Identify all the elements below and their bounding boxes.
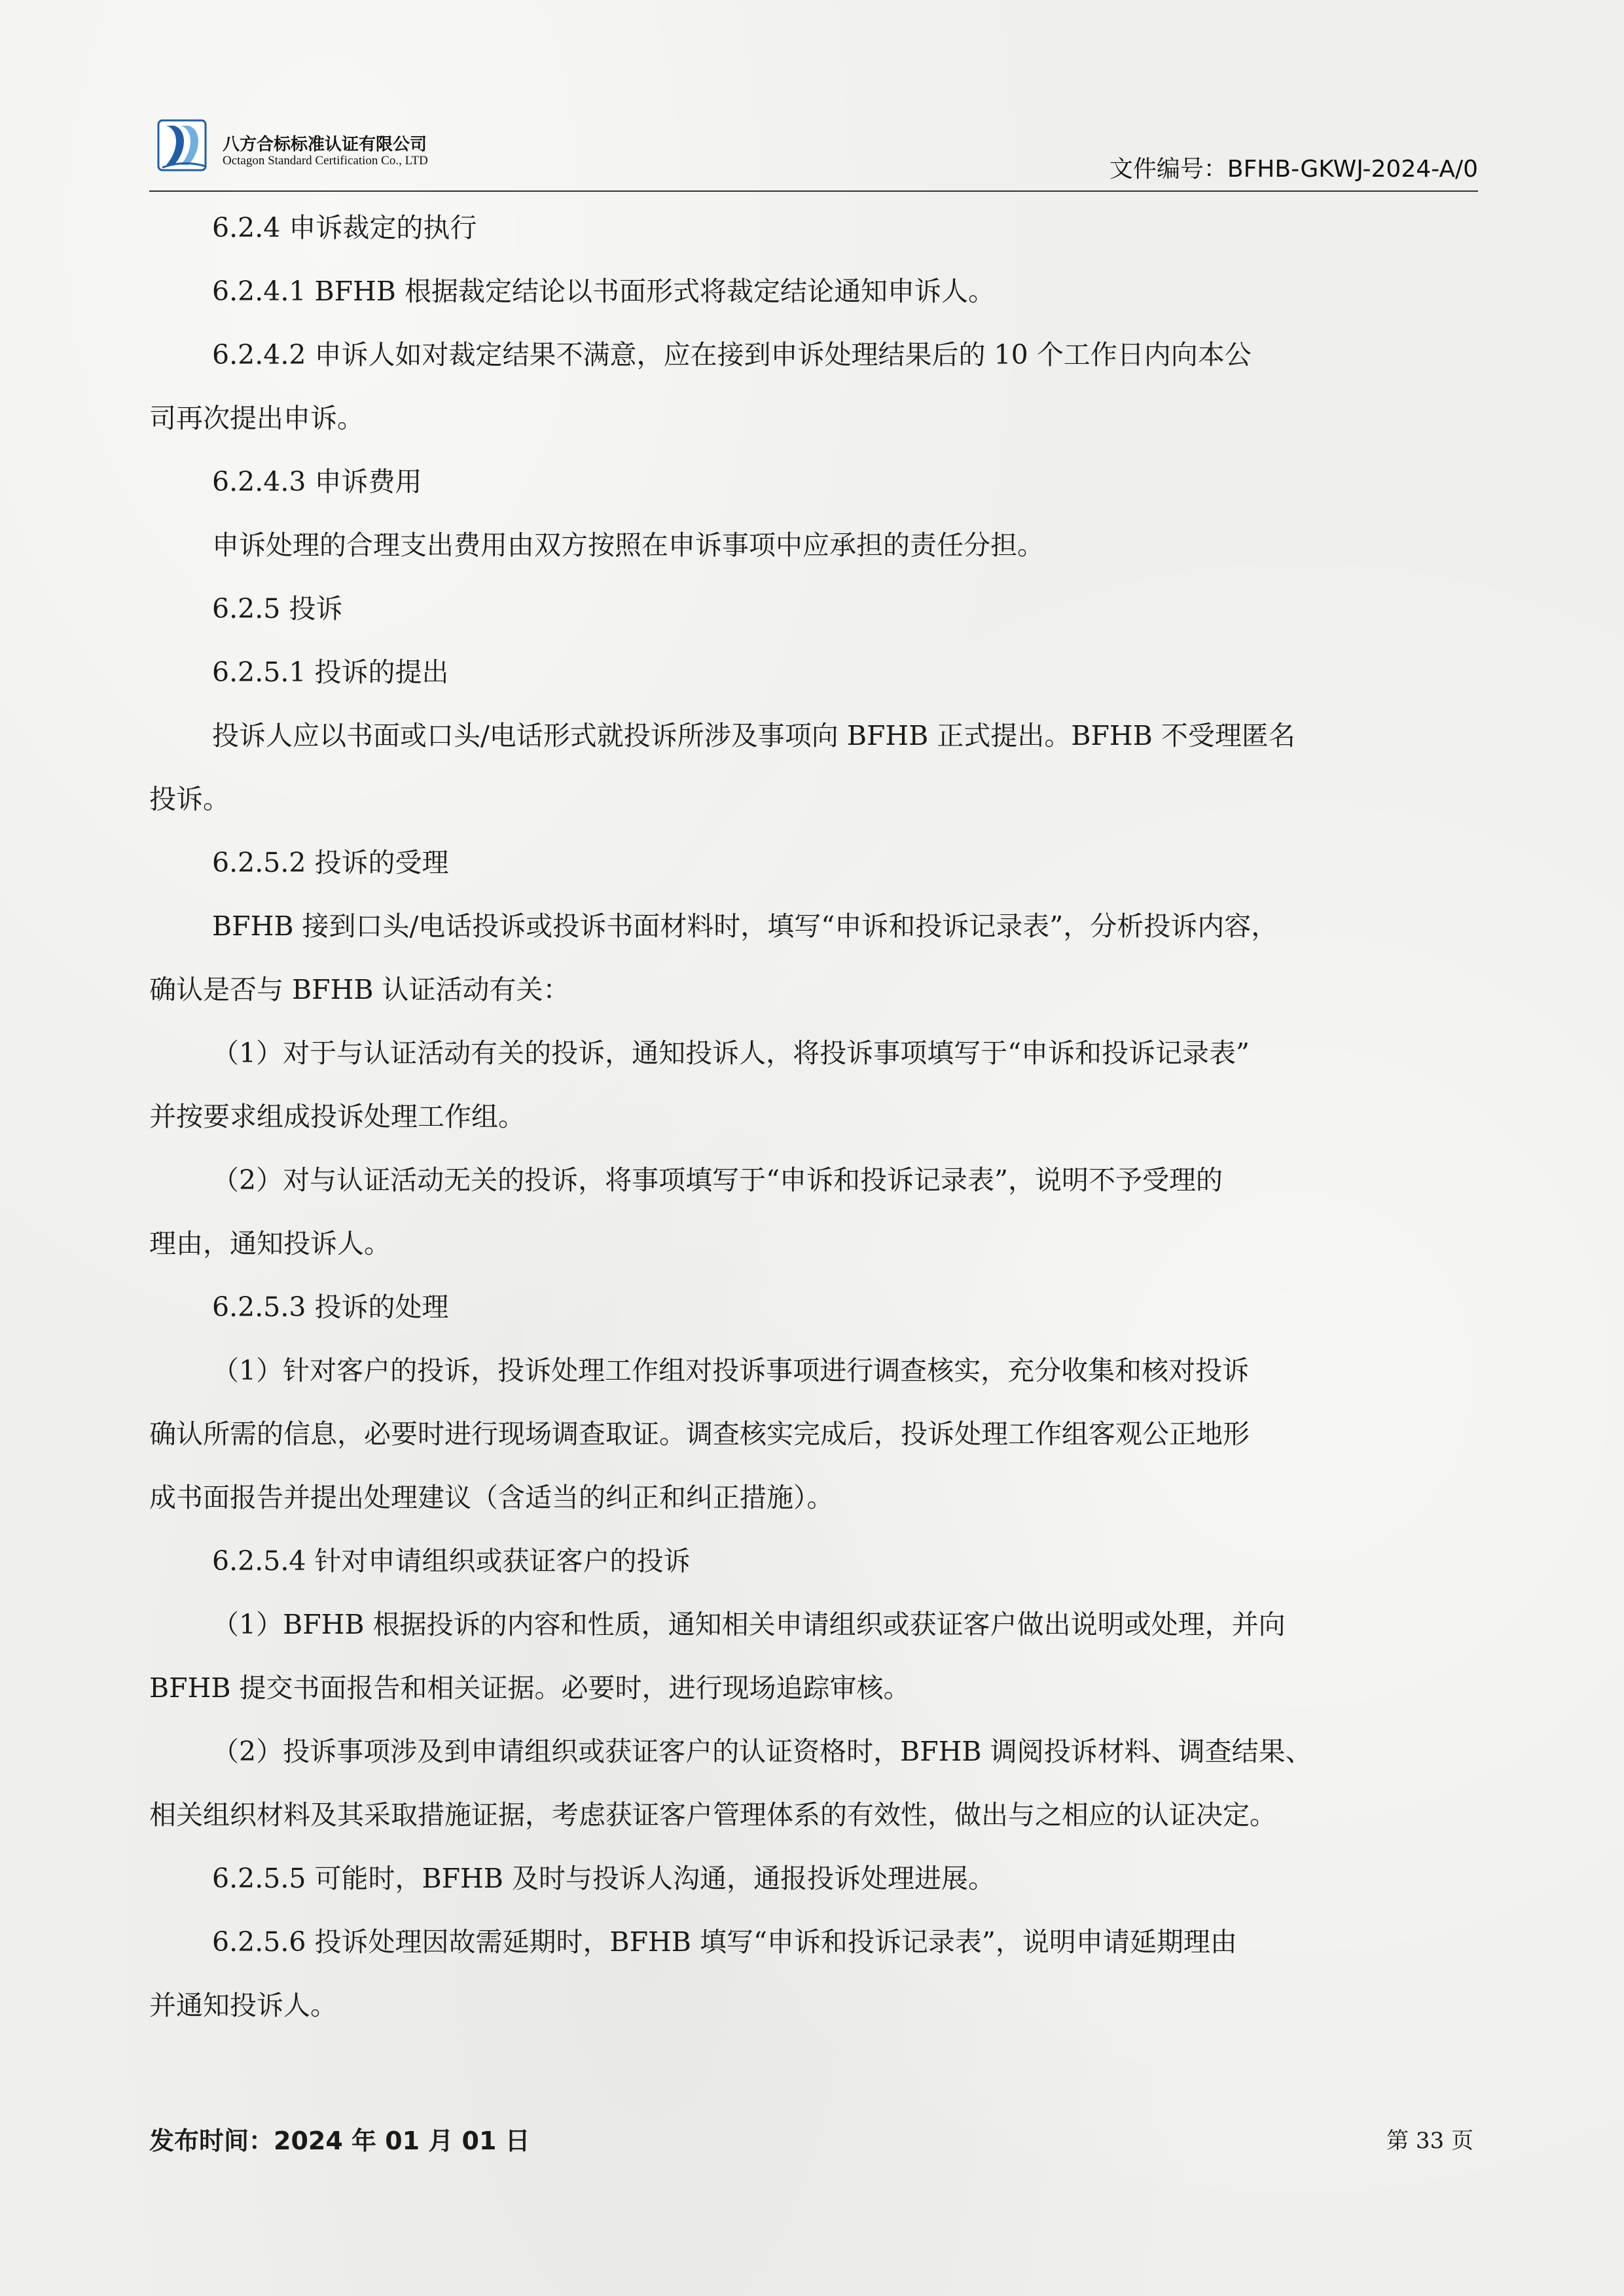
section-heading: 6.2.4.3 申诉费用 <box>212 466 422 497</box>
company-logo-icon <box>157 118 209 173</box>
paragraph-line: 司再次提出申诉。 <box>149 403 364 434</box>
section-heading: 6.2.5.3 投诉的处理 <box>212 1291 449 1323</box>
section-heading: 6.2.5 投诉 <box>212 593 343 624</box>
section-heading: 6.2.5.4 针对申请组织或获证客户的投诉 <box>212 1545 691 1577</box>
paragraph-line: 6.2.5.5 可能时，BFHB 及时与投诉人沟通，通报投诉处理进展。 <box>212 1863 995 1894</box>
list-item-line: 确认所需的信息，必要时进行现场调查取证。调查核实完成后，投诉处理工作组客观公正地形 <box>149 1418 1250 1450</box>
company-logo <box>157 118 504 173</box>
list-item-line: （2）投诉事项涉及到申请组织或获证客户的认证资格时，BFHB 调阅投诉材料、调查结果、 <box>212 1736 1312 1767</box>
section-heading: 6.2.5.1 投诉的提出 <box>212 656 449 688</box>
paragraph-line: 并通知投诉人。 <box>149 1990 337 2021</box>
paragraph-line: 确认是否与 BFHB 认证活动有关： <box>149 974 570 1005</box>
header-divider <box>149 190 1478 192</box>
list-item-line: （1）BFHB 根据投诉的内容和性质，通知相关申请组织或获证客户做出说明或处理，并向 <box>212 1609 1286 1640</box>
list-item-line: 理由，通知投诉人。 <box>149 1228 391 1259</box>
list-item-line: （1）针对客户的投诉，投诉处理工作组对投诉事项进行调查核实，充分收集和核对投诉 <box>212 1355 1250 1386</box>
page-number: 第 33 页 <box>1386 2128 1473 2154</box>
paragraph-line: BFHB 接到口头/电话投诉或投诉书面材料时，填写“申诉和投诉记录表”，分析投诉内容， <box>212 910 1278 942</box>
paragraph-line: 6.2.5.6 投诉处理因故需延期时，BFHB 填写“申诉和投诉记录表”，说明申请延期理由 <box>212 1926 1237 1958</box>
list-item-line: 相关组织材料及其采取措施证据，考虑获证客户管理体系的有效性，做出与之相应的认证决定。 <box>149 1799 1276 1831</box>
list-item-line: （1）对于与认证活动有关的投诉，通知投诉人，将投诉事项填写于“申诉和投诉记录表” <box>212 1037 1250 1069</box>
document-body <box>149 196 1478 2037</box>
document-number: 文件编号：BFHB-GKWJ-2024-A/0 <box>1109 156 1478 183</box>
release-date: 发布时间：2024 年 01 月 01 日 <box>149 2126 530 2155</box>
section-heading: 6.2.4 申诉裁定的执行 <box>212 212 477 243</box>
list-item-line: BFHB 提交书面报告和相关证据。必要时，进行现场追踪审核。 <box>149 1672 911 1704</box>
list-item-line: 成书面报告并提出处理建议（含适当的纠正和纠正措施）。 <box>149 1482 834 1513</box>
paragraph-line: 6.2.4.1 BFHB 根据裁定结论以书面形式将裁定结论通知申诉人。 <box>212 276 995 307</box>
paragraph-line: 6.2.4.2 申诉人如对裁定结果不满意，应在接到申诉处理结果后的 10 个工作日内向本公 <box>212 339 1252 370</box>
paragraph-line: 投诉。 <box>149 783 230 815</box>
list-item-line: （2）对与认证活动无关的投诉，将事项填写于“申诉和投诉记录表”，说明不予受理的 <box>212 1164 1223 1196</box>
section-heading: 6.2.5.2 投诉的受理 <box>212 847 449 878</box>
paragraph-line: 投诉人应以书面或口头/电话形式就投诉所涉及事项向 BFHB 正式提出。BFHB 不受理匿名 <box>212 720 1295 751</box>
page-header <box>149 110 1478 192</box>
company-name-cn: 八方合标标准认证有限公司 <box>223 135 427 154</box>
paragraph-line: 申诉处理的合理支出费用由双方按照在申诉事项中应承担的责任分担。 <box>212 529 1044 561</box>
company-name-en: Octagon Standard Certification Co., LTD <box>223 154 428 168</box>
list-item-line: 并按要求组成投诉处理工作组。 <box>149 1101 525 1132</box>
